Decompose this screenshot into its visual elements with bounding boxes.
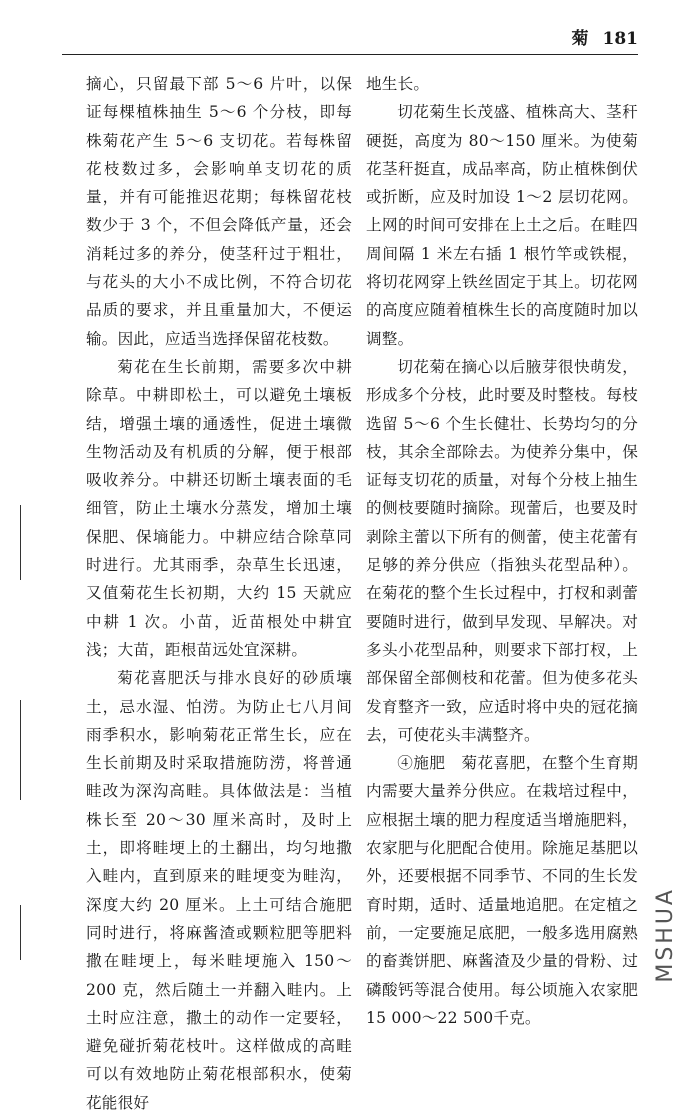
scan-margin-mark	[20, 505, 21, 580]
paragraph: 切花菊生长茂盛、植株高大、茎秆硬挺，高度为 80～150 厘米。为使菊花茎秆挺直，成品率高，防止植株倒伏或折断，应及时加设 1～2 层切花网。上网的时间可安排在上土之后。在畦四周间隔 1 米左右插 1 根竹竿或铁棍，将切花网穿上铁丝固定于其上。切花网的高度应随着植株生长的高度随时加以调整。	[366, 103, 638, 348]
page-header	[572, 24, 639, 52]
paragraph: ④施肥 菊花喜肥，在整个生育期内需要大量养分供应。在栽培过程中，应根据土壤的肥力程度适当增施肥料，农家肥与化肥配合使用。除施足基肥以外，还要根据不同季节、不同的生长发育时期，适时、适量地追肥。在定植之前，一定要施足底肥，一般多选用腐熟的畜粪饼肥、麻酱渣及少量的骨粉、过磷酸钙等混合使用。每公顷施入农家肥 15 000～22 500千克。	[366, 754, 638, 1027]
paragraph: 地生长。	[366, 75, 430, 93]
scan-margin-mark	[20, 905, 21, 960]
header-rule	[62, 54, 638, 55]
watermark: MSHUA	[653, 887, 678, 983]
paragraph: 菊花喜肥沃与排水良好的砂质壤土，忌水湿、怕涝。为防止七八月间雨季积水，影响菊花正常生长，应在生长前期及时采取措施防涝，将普通畦改为深沟高畦。具体做法是：当植株长至 20～30 厘米高时，及时上土，即将畦埂上的土翻出，均匀地撒入畦内，直到原来的畦埂变为畦沟，深度大约 20 厘米。上土可结合施肥同时进行，将麻酱渣或颗粒肥等肥料撒在畦埂上，每米畦埂施入 150～200 克，然后随土一并翻入畦内。上土时应注意，撒土的动作一定要轻，避免碰折菊花枝叶。这样做成的高畦可以有效地防止菊花根部积水，使菊花能很好	[86, 669, 352, 1112]
paragraph: 摘心，只留最下部 5～6 片叶，以保证每棵植株抽生 5～6 个分枝，即每株菊花产生 5～6 支切花。若每株留花枝数过多，会影响单支切花的质量，并有可能推迟花期；每株留花枝数少于 3 个，不但会降低产量，还会消耗过多的养分，使茎秆过于粗壮，与花头的大小不成比例，不符合切花品质的要求，并且重量加大，不便运输。因此，应适当选择保留花枝数。	[86, 75, 352, 348]
right-column	[366, 70, 638, 1032]
running-title: 菊	[571, 29, 589, 49]
paragraph: 切花菊在摘心以后腋芽很快萌发，形成多个分枝，此时要及时整枝。每枝选留 5～6 个生长健壮、长势均匀的分枝，其余全部除去。为使养分集中，保证每支切花的质量，对每个分枝上抽生的侧枝要随时摘除。现蕾后，也要及时剥除主蕾以下所有的侧蕾，使主花蕾有足够的养分供应（指独头花型品种）。在菊花的整个生长过程中，打杈和剥蕾要随时进行，做到早发现、早解决。对多头小花型品种，则要求下部打杈，上部保留全部侧枝和花蕾。但为使多花头发育整齐一致，应适时将中央的冠花摘去，可使花头丰满整齐。	[366, 357, 638, 744]
page-number: 181	[602, 29, 638, 49]
paragraph: 菊花在生长前期，需要多次中耕除草。中耕即松土，可以避免土壤板结，增强土壤的通透性，促进土壤微生物活动及有机质的分解，便于根部吸收养分。中耕还切断土壤表面的毛细管，防止土壤水分蒸发，增加土壤保肥、保墒能力。中耕应结合除草同时进行。尤其雨季，杂草生长迅速，又值菊花生长初期，大约 15 天就应中耕 1 次。小苗，近苗根处中耕宜浅；大苗，距根苗远处宜深耕。	[86, 357, 352, 659]
left-column	[86, 70, 352, 1117]
scan-margin-mark	[20, 700, 21, 800]
